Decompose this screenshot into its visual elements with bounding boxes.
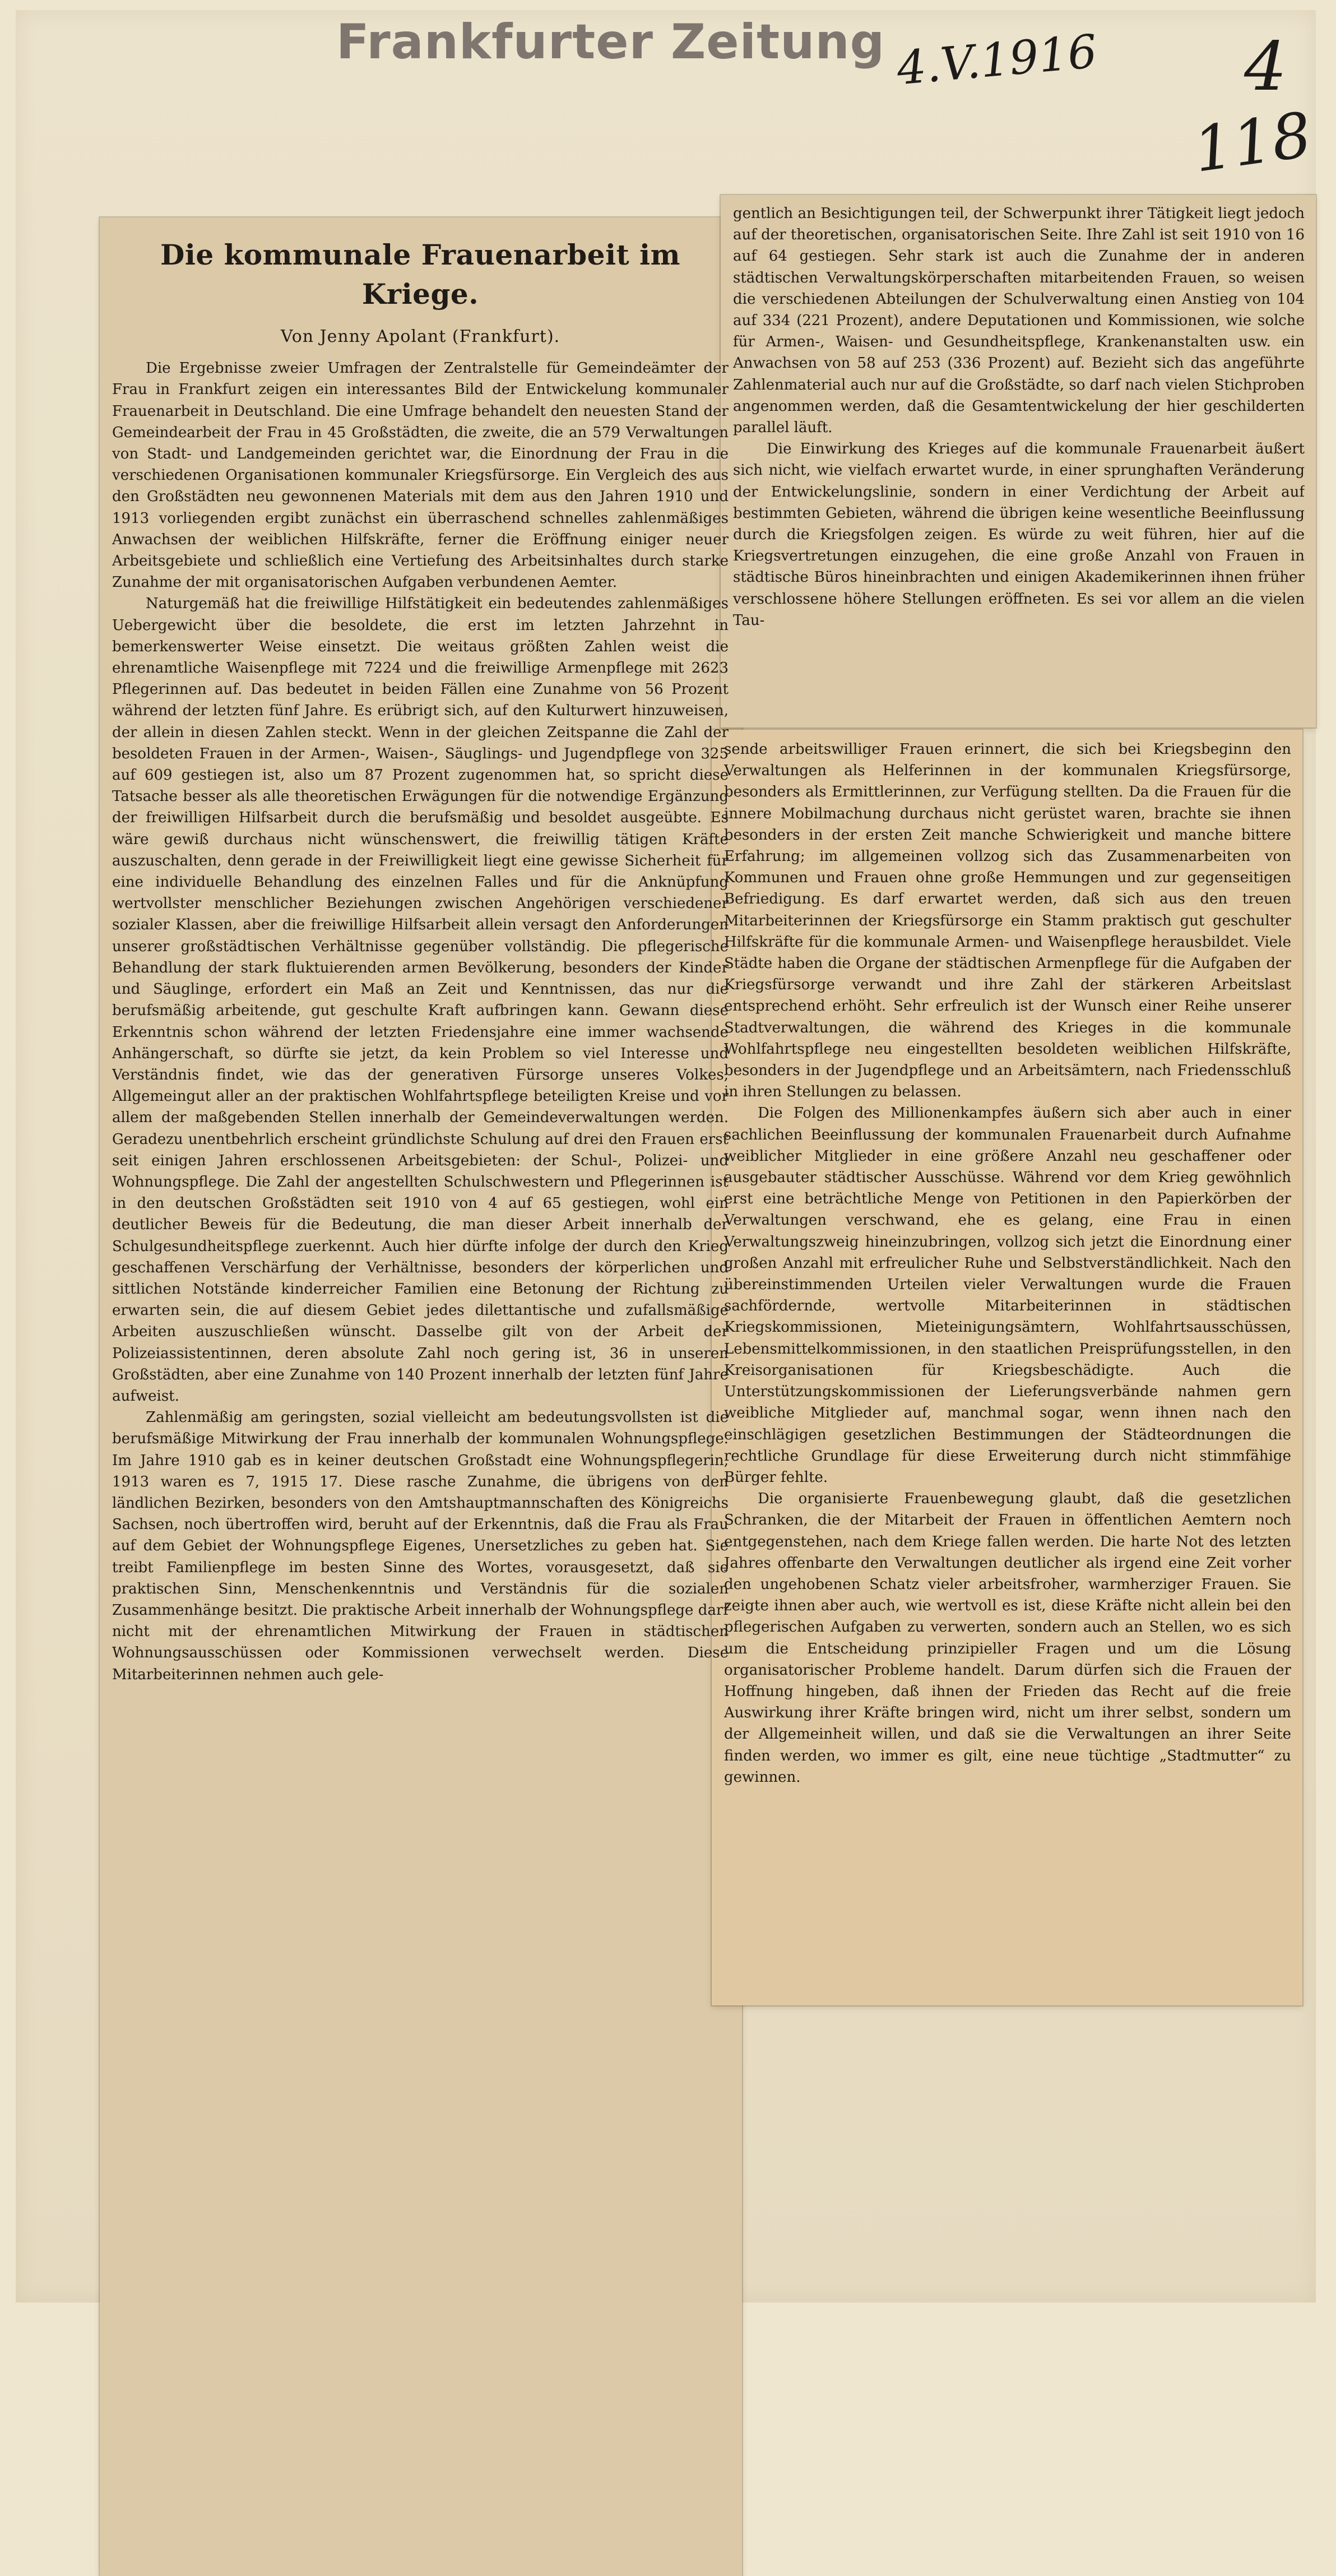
article-title: Die kommunale Frauenarbeit im Kriege. (160, 238, 680, 311)
handwritten-archive-number: 118 (1189, 99, 1316, 186)
article-byline: Von Jenny Apolant (Frankfurt). (280, 327, 560, 346)
paragraph: Naturgemäß hat die freiwillige Hilfstätigkeit ein bedeutendes zahlenmäßiges Uebergewicht über die besoldete, die erst im letzten Jahrzehnt in bemerkenswerter Weise einsetzt. Die weitaus größten Zahlen weist die ehrenamtliche Waisenpflege mit 7224 und die freiwillige Armenpflege mit 2623 Pflegerinnen auf. Das bedeutet in beiden Fällen eine Zunahme von 56 Prozent während der letzten fünf Jahre. Es erübrigt sich, auf den Kulturwert hinzuweisen, der allein in diesen Zahlen steckt. Wenn in der gleichen Zeitspanne die Zahl der besoldeten Frauen in der Armen-, Waisen-, Säuglings- und Jugendpflege von 325 auf 609 gestiegen ist, also um 87 Prozent zugenommen hat, so spricht diese Tatsache besser als alle theoretischen Erwägungen für die notwendige Ergänzung der freiwilligen Hilfsarbeit durch die berufsmäßig und besoldet ausgeübte. Es wäre gewiß durchaus nicht wünschenswert, die freiwillig tätigen Kräfte auszuschalten, denn gerade in der Freiwilligkeit liegt eine gewisse Sicherheit für eine individuelle Behandlung des einzelnen Falles und für die Anknüpfung wertvollster menschlicher Beziehungen zwischen Angehörigen verschiedener sozialer Klassen, aber die freiwillige Hilfsarbeit allein versagt den Anforderungen unserer großstädtischen Verhältnisse gegenüber vollständig. Die pflegerische Behandlung der stark fluktuierenden armen Bevölkerung, besonders der Kinder und Säuglinge, erfordert ein Maß an Zeit und Kenntnissen, das nur die berufsmäßig arbeitende, gut geschulte Kraft aufbringen kann. Gewann diese Erkenntnis schon während der letzten Friedensjahre eine immer wachsende Anhängerschaft, so dürfte sie jetzt, da kein Problem so viel Interesse und Verständnis findet, wie das der generativen Fürsorge unseres Volkes, Allgemeingut aller an der praktischen Wohlfahrtspflege beteiligten Kreise und vor allem der maßgebenden Stellen innerhalb der Gemeindeverwaltungen werden. Geradezu unentbehrlich erscheint gründlichste Schulung auf drei den Frauen erst seit einigen Jahren erschlossenen Arbeitsgebieten: der Schul-, Polizei- und Wohnungspflege. Die Zahl der angestellten Schulschwestern und Pflegerinnen ist in den deutschen Großstädten seit 1910 von 4 auf 65 gestiegen, wohl ein deutlicher Beweis für die Bedeutung, die man dieser Arbeit innerhalb der Schulgesundheitspflege zuerkennt. Auch hier dürfte infolge der durch den Krieg geschaffenen Verschärfung der Verhältnisse, besonders der körperlichen und sittlichen Notstände kinderreicher Familien eine Betonung der Richtung zu erwarten sein, die auf diesem Gebiet jedes dilettantische und zufallsmäßige Arbeiten auszuschließen wünscht. Dasselbe gilt von der Arbeit der Polizeiassistentinnen, deren absolute Zahl noch gering ist, 36 in unseren Großstädten, aber eine Zunahme von 140 Prozent innerhalb der letzten fünf Jahre aufweist. (112, 595, 729, 1405)
handwritten-date: 4.V.1916 (894, 25, 1100, 96)
article-column-right-bottom (724, 739, 1291, 2000)
paragraph: gentlich an Besichtigungen teil, der Schwerpunkt ihrer Tätigkeit liegt jedoch auf der theoretischen, organisatorischen Seite. Ihre Zahl ist seit 1910 von 16 auf 64 gestiegen. Sehr stark ist auch die Zunahme der in anderen städtischen Verwaltungskörperschaften mitarbeitenden Frauen, so weisen die verschiedenen Abteilungen der Schulverwaltung einen Anstieg von 104 auf 334 (221 Prozent), andere Deputationen und Kommissionen, wie solche für Armen-, Waisen- und Gesundheitspflege, Krankenanstalten usw. ein Anwachsen von 58 auf 253 (336 Prozent) auf. Bezieht sich das angeführte Zahlenmaterial auch nur auf die Großstädte, so darf nach vielen Stichproben angenommen werden, daß die Gesamtentwickelung der hier geschilderten parallel läuft. (733, 205, 1305, 437)
article-column-right-top (733, 203, 1305, 719)
paragraph: Die Folgen des Millionenkampfes äußern sich aber auch in einer sachlichen Beeinflussung der kommunalen Frauenarbeit durch Aufnahme weiblicher Mitglieder in eine größere Anzahl neu geschaffener oder ausgebauter städtischer Ausschüsse. Während vor dem Krieg gewöhnlich erst eine beträchtliche Menge von Petitionen in den Papierkörben der Verwaltungen verschwand, ehe es gelang, eine Frau in einen Verwaltungszweig hineinzubringen, vollzog sich jetzt die Einordnung einer großen Anzahl mit erfreulicher Ruhe und Selbstverständlichkeit. Nach den übereinstimmenden Urteilen vieler Verwaltungen wurde die Frauen sachfördernde, wertvolle Mitarbeiterinnen in städtischen Kriegskommissionen, Mieteinigungsämtern, Wohlfahrtsausschüssen, Lebensmittelkommissionen, in den staatlichen Preisprüfungsstellen, in den Kreisorganisationen für Kriegsbeschädigte. Auch die Unterstützungskommissionen der Lieferungsverbände nahmen gern weibliche Mitglieder auf, manchmal sogar, wenn ihnen nach den einschlägigen gesetzlichen Bestimmungen der Städteordnungen die rechtliche Grundlage für diese Erweiterung durch nicht stimmfähige Bürger fehlte. (724, 1105, 1291, 1486)
article-column-left (112, 235, 729, 2556)
paragraph: Die organisierte Frauenbewegung glaubt, daß die gesetzlichen Schranken, die der Mitarbeit der Frauen in öffentlichen Aemtern noch entgegenstehen, nach dem Kriege fallen werden. Die harte Not des letzten Jahres offenbarte den Verwaltungen deutlicher als irgend eine Zeit vorher den ungehobenen Schatz vieler arbeitsfroher, warmherziger Frauen. Sie zeigte ihnen aber auch, wie wertvoll es ist, diese Kräfte nicht allein bei den pflegerischen Aufgaben zu verwerten, sondern auch an Stellen, wo es sich um die Entscheidung prinzipieller Fragen und um die Lösung organisatorischer Probleme handelt. Darum dürfen sich die Frauen der Hoffnung hingeben, daß ihnen der Frieden das Recht auf die freie Auswirkung ihrer Kräfte bringen wird, nicht um ihrer selbst, sondern um der Allgemeinheit willen, und daß sie die Verwaltungen an ihrer Seite finden werden, wo immer es gilt, eine neue tüchtige „Stadtmutter“ zu gewinnen. (724, 1490, 1291, 1786)
paragraph: Zahlenmäßig am geringsten, sozial vielleicht am bedeutungsvollsten ist die berufsmäßige Mitwirkung der Frau innerhalb der kommunalen Wohnungspflege. Im Jahre 1910 gab es in keiner deutschen Großstadt eine Wohnungspflegerin, 1913 waren es 7, 1915 17. Diese rasche Zunahme, die übrigens von den ländlichen Bezirken, besonders von den Amtshauptmannschaften des Königreichs Sachsen, noch übertroffen wird, beruht auf der Erkenntnis, daß die Frau als Frau auf dem Gebiet der Wohnungspflege Eigenes, Unersetzliches zu geben hat. Sie treibt Familienpflege im besten Sinne des Wortes, vorausgesetzt, daß sie praktischen Sinn, Menschenkenntnis und Verständnis für die sozialen Zusammenhänge besitzt. Die praktische Arbeit innerhalb der Wohnungspflege darf nicht mit der ehrenamtlichen Mitwirkung der Frauen in städtischen Wohnungsausschüssen oder Kommissionen verwechselt werden. Diese Mitarbeiterinnen nehmen auch gele- (112, 1409, 729, 1683)
paragraph: Die Einwirkung des Krieges auf die kommunale Frauenarbeit äußert sich nicht, wie vielfach erwartet wurde, in einer sprunghaften Veränderung der Entwickelungslinie, sondern in einer Verdichtung der Arbeit auf bestimmten Gebieten, während die übrigen keine wesentliche Beeinflussung durch die Kriegsfolgen zeigen. Es würde zu weit führen, hier auf die Kriegsvertretungen einzugehen, die eine große Anzahl von Frauen in städtische Büros hineinbrachten und einigen Akademikerinnen ihnen früher verschlossene höhere Stellungen eröffneten. Es sei vor allem an die vielen Tau- (733, 441, 1305, 629)
handwritten-mark: 4 (1244, 28, 1287, 106)
newspaper-masthead-stamp: Frankfurter Zeitung (336, 14, 885, 70)
paragraph: Die Ergebnisse zweier Umfragen der Zentralstelle für Gemeindeämter der Frau in Frankfurt zeigen ein interessantes Bild der Entwickelung kommunaler Frauenarbeit in Deutschland. Die eine Umfrage behandelt den neuesten Stand der Gemeindearbeit der Frau in 45 Großstädten, die zweite, die an 579 Verwaltungen von Stadt- und Landgemeinden gerichtet war, die Einordnung der Frau in die verschiedenen Organisationen kommunaler Kriegsfürsorge. Ein Vergleich des aus den Großstädten neu gewonnenen Materials mit dem aus den Jahren 1910 und 1913 vorliegenden ergibt zunächst ein überraschend schnelles zahlenmäßiges Anwachsen der weiblichen Hilfskräfte, ferner die Eröffnung einiger neuer Arbeitsgebiete und schließlich eine Vertiefung des Arbeitsinhaltes durch starke Zunahme der mit organisatorischen Aufgaben verbundenen Aemter. (112, 360, 729, 591)
paragraph: sende arbeitswilliger Frauen erinnert, die sich bei Kriegsbeginn den Verwaltungen als Helferinnen in der kommunalen Kriegsfürsorge, besonders als Ermittlerinnen, zur Verfügung stellten. Da die Frauen für die innere Mobilmachung durchaus nicht gerüstet waren, brachte sie ihnen besonders in der ersten Zeit manche Schwierigkeit und manche bittere Erfahrung; im allgemeinen vollzog sich das Zusammenarbeiten von Kommunen und Frauen ohne große Hemmungen und zur gegenseitigen Befriedigung. Es darf erwartet werden, daß sich aus den treuen Mitarbeiterinnen der Kriegsfürsorge ein Stamm praktisch gut geschulter Hilfskräfte für die kommunale Armen- und Waisenpflege herausbildet. Viele Städte haben die Organe der städtischen Armenpflege für die Aufgaben der Kriegsfürsorge verwandt und ihre Zahl der stärkeren Arbeitslast entsprechend erhöht. Sehr erfreulich ist der Wunsch einer Reihe unserer Stadtverwaltungen, die während des Krieges in die kommunale Wohlfahrtspflege neu eingestellten besoldeten weiblichen Hilfskräfte, besonders in der Jugendpflege und an Arbeitsämtern, nach Friedensschluß in ihren Stellungen zu belassen. (724, 741, 1291, 1101)
